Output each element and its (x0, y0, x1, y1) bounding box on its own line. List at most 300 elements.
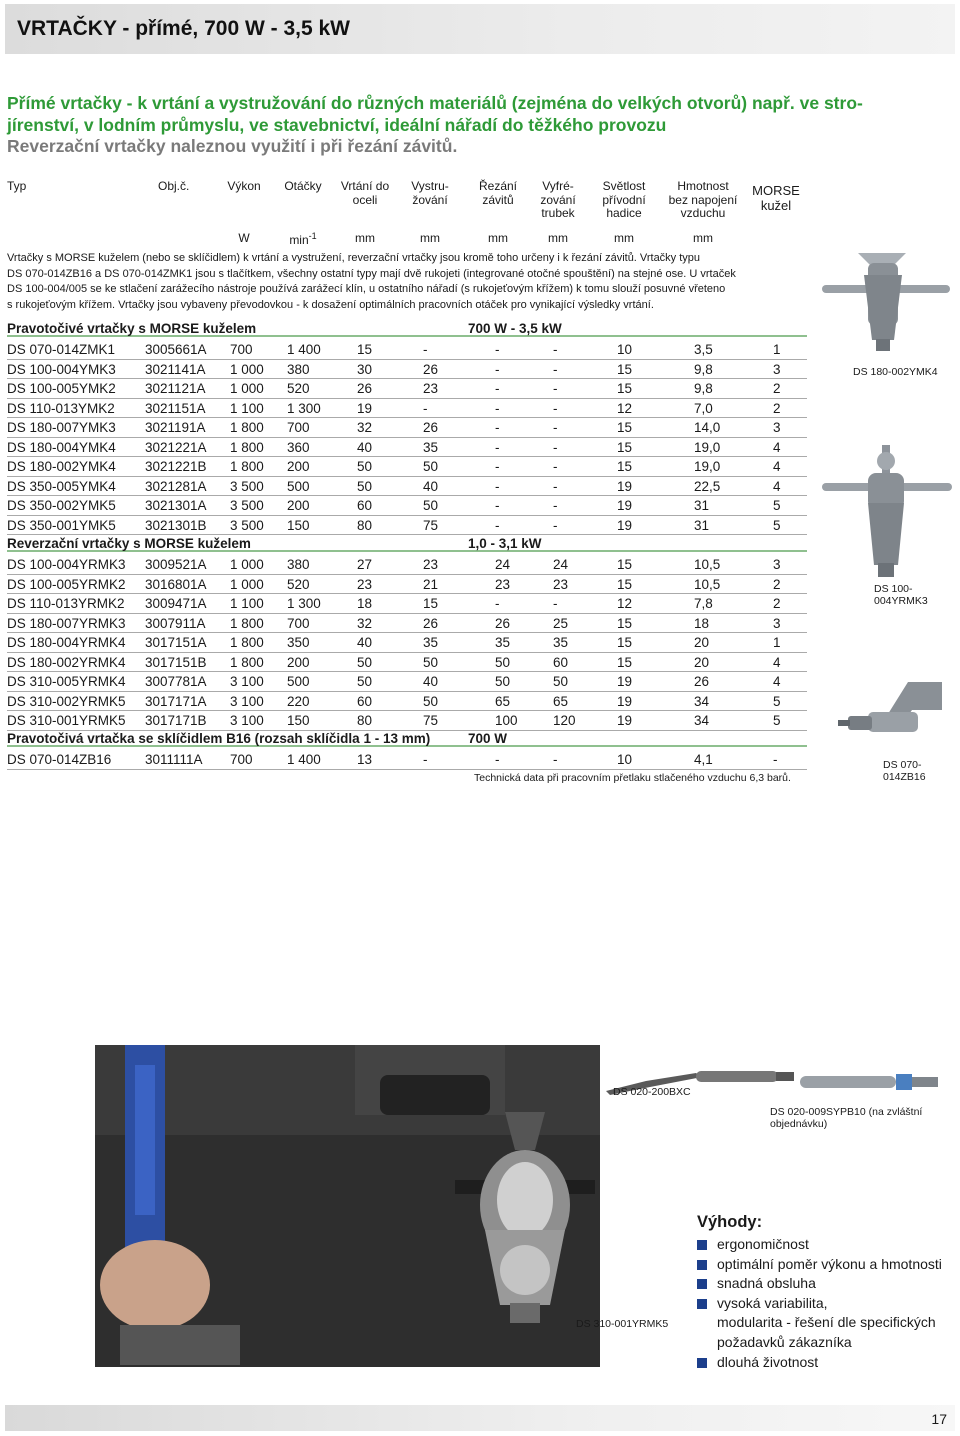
table-row (7, 399, 807, 419)
table-cell: 19 (617, 693, 633, 709)
table-cell: 1 800 (230, 615, 264, 631)
table-cell: 15 (423, 596, 439, 611)
table-cell: DS 070-014ZMK1 (7, 342, 116, 357)
header-svetlost-l3: hadice (606, 206, 642, 220)
table-cell: - (553, 517, 558, 533)
table-cell: 700 (230, 752, 253, 767)
header-otacky: Otáčky (284, 179, 322, 193)
table-cell: - (495, 400, 500, 416)
table-cell: 700 (287, 615, 310, 631)
note-line-4: s rukojeťovým křížem. Vrtačky jsou vybaveny převodovkou - k dosažení optimálních pracovních otáček pro vynikající výsledky vrtání. (7, 298, 654, 311)
table-cell: 19 (617, 498, 633, 513)
unit-min-text: min (289, 233, 309, 247)
table-cell: 50 (423, 654, 439, 670)
table-cell: 26 (694, 674, 710, 689)
table-cell: 60 (553, 654, 569, 670)
unit-min-sup: -1 (308, 231, 317, 241)
advantages-list (697, 1235, 957, 1372)
table-cell: 4 (773, 654, 781, 670)
table-cell: 32 (357, 420, 373, 435)
header-vyfre-l2: zování (540, 192, 576, 207)
table-cell: 24 (495, 557, 511, 572)
unit-mm-1: mm (355, 231, 375, 245)
table-cell: 22,5 (694, 478, 721, 494)
table-cell: 1 800 (230, 420, 264, 435)
section-header (7, 731, 807, 747)
drill-yrmk3-illustration (818, 445, 958, 580)
drill-zb16-illustration (838, 680, 948, 760)
table-row (7, 379, 807, 399)
table-cell: 3017171A (145, 693, 207, 709)
section-power-range: 1,0 - 3,1 kW (468, 536, 542, 551)
table-cell: 3016801A (145, 576, 207, 592)
table-cell: 26 (423, 361, 439, 377)
table-cell: 15 (617, 459, 633, 474)
table-cell: - (495, 459, 500, 474)
table-cell: 380 (287, 557, 310, 572)
table-cell: 3017151B (145, 654, 207, 670)
table-cell: 15 (617, 615, 633, 631)
table-cell: 35 (553, 635, 569, 650)
table-cell: 5 (773, 693, 781, 709)
caption-sypb10: DS 020-009SYPB10 (na zvláštní objednávku) (770, 1106, 923, 1130)
table-cell: 2 (773, 596, 781, 611)
table-cell: 12 (617, 596, 633, 611)
note-line-2: DS 070-014ZB16 a DS 070-014ZMK1 jsou s tlačítkem, všechny ostatní typy mají dvě rukojeti (integrované otočné spouštění) na stejné ose. U vrtaček (7, 267, 736, 280)
table-cell: - (553, 596, 558, 611)
table-cell: 50 (357, 478, 373, 494)
intro-line-2: jírenství, v lodním průmyslu, ve stavebnictví, ideální nářadí do těžkého provozu (7, 114, 667, 135)
table-cell: 3 100 (230, 713, 264, 728)
table-cell: 50 (423, 498, 439, 513)
table-cell: 13 (357, 752, 373, 767)
table-cell: 4 (773, 459, 781, 474)
table-cell: 200 (287, 498, 310, 513)
table-row (7, 750, 807, 770)
header-vrtani-l2: oceli (352, 192, 378, 207)
table-cell: 15 (357, 342, 373, 357)
table-cell: 32 (357, 615, 373, 631)
table-cell: 60 (357, 693, 373, 709)
table-cell: 19,0 (694, 459, 721, 474)
table-cell: - (553, 420, 558, 435)
table-cell: 120 (553, 713, 576, 728)
section-header (7, 321, 807, 337)
table-cell: - (423, 752, 428, 767)
section-title: Reverzační vrtačky s MORSE kuželem (7, 536, 251, 551)
table-cell: 520 (287, 576, 310, 592)
footer-bar (5, 1405, 955, 1431)
table-cell: DS 100-005YMK2 (7, 381, 116, 396)
table-cell: 1 100 (230, 400, 264, 416)
table-cell: 50 (495, 674, 511, 689)
page-title: VRTAČKY - přímé, 700 W - 3,5 kW (17, 17, 350, 40)
table-row (7, 477, 807, 497)
caption-zb16: DS 070-014ZB16 (883, 759, 926, 783)
table-cell: 80 (357, 713, 373, 728)
table-cell: 1 300 (287, 400, 321, 416)
table-cell: - (495, 498, 500, 513)
table-cell: 3 500 (230, 517, 264, 533)
note-line-1: Vrtačky s MORSE kuželem (nebo se sklíčidlem) k vrtání a vystružení, reverzační vrtačky jsou kromě toho určeny i k řezání závitů. Vrtačky typu (7, 252, 701, 264)
table-row (7, 575, 807, 595)
table-cell: - (495, 478, 500, 494)
table-cell: 15 (617, 654, 633, 670)
table-cell: 19 (617, 674, 633, 689)
table-cell: 19 (617, 478, 633, 494)
table-cell: 1 100 (230, 596, 264, 611)
table-cell: 100 (495, 713, 518, 728)
table-cell: - (423, 342, 428, 357)
table-cell: DS 070-014ZB16 (7, 752, 112, 767)
table-cell: - (553, 752, 558, 767)
header-vystruzovani (402, 180, 458, 207)
advantage-item: ergonomičnost (697, 1235, 957, 1255)
table-cell: 3021281A (145, 478, 207, 494)
table-cell: 3021121A (145, 381, 206, 396)
header-morse-l1: MORSE (752, 183, 800, 198)
table-cell: 65 (553, 693, 569, 709)
table-cell: - (553, 439, 558, 455)
table-cell: 520 (287, 381, 310, 396)
table-cell: 10,5 (694, 576, 721, 592)
header-svetlost-l2: přívodní (602, 192, 646, 207)
header-hmotnost-l3: vzduchu (680, 206, 726, 220)
table-cell: DS 350-001YMK5 (7, 517, 116, 533)
caption-yrmk5: DS 310-001YRMK5 (576, 1318, 669, 1330)
drill-sypb10-illustration (800, 1062, 940, 1096)
table-cell: 3 (773, 420, 781, 435)
table-cell: 3021191A (145, 420, 206, 435)
table-cell: - (495, 752, 500, 767)
table-row (7, 457, 807, 477)
header-rezani-l1: Řezání (478, 179, 518, 193)
table-cell: 3017171B (145, 713, 207, 728)
table-cell: 21 (423, 576, 439, 592)
table-cell: 19 (617, 517, 633, 533)
table-cell: 3021141A (145, 361, 206, 377)
table-cell: 15 (617, 439, 633, 455)
table-cell: 1 400 (287, 342, 321, 357)
table-cell: DS 350-005YMK4 (7, 478, 116, 494)
table-cell: 10 (617, 752, 633, 767)
table-cell: DS 180-007YMK3 (7, 420, 116, 435)
table-cell: 26 (423, 615, 439, 631)
unit-min (280, 231, 326, 247)
table-cell: 7,0 (694, 400, 713, 416)
intro-text (7, 93, 952, 158)
table-cell: - (553, 381, 558, 396)
unit-mm-4: mm (548, 231, 568, 245)
table-row (7, 633, 807, 653)
table-cell: 1 000 (230, 361, 264, 377)
table-cell: 19 (617, 713, 633, 728)
page-number: 17 (931, 1411, 947, 1427)
advantage-item-cont: modularita - řešení dle specifických (717, 1314, 936, 1331)
table-cell: 3,5 (694, 342, 713, 357)
table-row (7, 438, 807, 458)
table-cell: 3017151A (145, 635, 207, 650)
section-header (7, 536, 807, 552)
table-cell: 65 (495, 693, 511, 709)
table-cell: 19 (357, 400, 373, 416)
table-cell: 34 (694, 713, 710, 728)
table-cell: 9,8 (694, 361, 713, 377)
table-cell: - (553, 400, 558, 416)
title-bar (5, 4, 955, 54)
table-cell: 24 (553, 557, 569, 572)
table-cell: 1 800 (230, 439, 264, 455)
section-title: Pravotočivé vrtačky s MORSE kuželem (7, 321, 257, 336)
table-cell: 26 (357, 381, 373, 396)
advantage-item-cont: požadavků zákazníka (717, 1333, 852, 1350)
table-cell: DS 310-001YRMK5 (7, 713, 126, 728)
table-cell: 700 (287, 420, 310, 435)
table-cell: DS 180-002YMK4 (7, 459, 116, 474)
table-cell: DS 110-013YMK2 (7, 400, 115, 416)
table-cell: 3 100 (230, 693, 264, 709)
header-rezani (470, 180, 526, 207)
table-cell: 3005661A (145, 342, 207, 357)
caption-ymk4: DS 180-002YMK4 (853, 366, 938, 378)
table-cell: 5 (773, 517, 781, 533)
table-cell: 15 (617, 576, 633, 592)
header-vystru-l2: žování (412, 192, 448, 207)
table-row (7, 594, 807, 614)
table-cell: 18 (357, 596, 373, 611)
table-cell: 27 (357, 557, 373, 572)
header-vyfre-l1: Vyfré- (542, 179, 574, 193)
table-cell: DS 100-004YMK3 (7, 361, 116, 377)
table-cell: 23 (423, 557, 439, 572)
table-cell: - (495, 381, 500, 396)
header-rezani-l2: závitů (482, 192, 514, 207)
table-cell: 40 (423, 478, 439, 494)
table-cell: 50 (357, 654, 373, 670)
table-cell: - (495, 596, 500, 611)
table-cell: DS 180-004YRMK4 (7, 635, 126, 650)
table-cell: DS 180-007YRMK3 (7, 615, 126, 631)
table-cell: 4 (773, 439, 781, 455)
header-vyfre-l3: trubek (541, 206, 575, 220)
table-cell: 50 (423, 693, 439, 709)
table-cell: 500 (287, 674, 310, 689)
table-cell: 350 (287, 635, 310, 650)
header-hmotnost-l2: bez napojení (668, 192, 738, 207)
unit-mm-5: mm (614, 231, 634, 245)
header-morse-l2: kužel (760, 198, 792, 213)
advantage-item: vysoká variabilita, (697, 1294, 957, 1314)
table-cell: 15 (617, 420, 633, 435)
table-cell: 14,0 (694, 420, 721, 435)
section-title: Pravotočivá vrtačka se sklíčidlem B16 (rozsah sklíčidla 1 - 13 mm) (7, 731, 431, 746)
table-cell: 34 (694, 693, 710, 709)
table-row (7, 692, 807, 712)
table-cell: 12 (617, 400, 633, 416)
table-row (7, 555, 807, 575)
table-cell: 23 (495, 576, 511, 592)
table-cell: 15 (617, 361, 633, 377)
table-cell: 3 100 (230, 674, 264, 689)
table-cell: 3011111A (145, 752, 203, 767)
table-cell: 75 (423, 517, 439, 533)
drill-cutaway-illustration (455, 1110, 595, 1325)
table-cell: 20 (694, 635, 710, 650)
unit-mm-2: mm (420, 231, 440, 245)
table-cell: DS 180-002YRMK4 (7, 654, 126, 670)
advantages-box (697, 1213, 957, 1372)
table-row (7, 614, 807, 634)
table-cell: 2 (773, 381, 781, 396)
table-cell: 50 (495, 654, 511, 670)
table-row (7, 653, 807, 673)
table-cell: 3021221A (145, 439, 207, 455)
table-cell: - (495, 439, 500, 455)
table-cell: 3009471A (145, 596, 207, 611)
table-cell: 23 (423, 381, 439, 396)
table-cell: 40 (357, 439, 373, 455)
header-vrtani (336, 180, 394, 207)
table-cell: 380 (287, 361, 310, 377)
table-cell: - (553, 478, 558, 494)
table-cell: DS 310-002YRMK5 (7, 693, 126, 709)
table-cell: 3021301A (145, 498, 207, 513)
table-row (7, 340, 807, 360)
table-cell: 3021221B (145, 459, 207, 474)
table-cell: - (495, 361, 500, 377)
table-cell: 150 (287, 517, 310, 533)
advantage-item: dlouhá životnost (697, 1353, 957, 1373)
header-morse (748, 183, 804, 213)
table-cell: DS 110-013YRMK2 (7, 596, 125, 611)
header-typ: Typ (7, 179, 27, 193)
table-cell: 60 (357, 498, 373, 513)
table-cell: 1 800 (230, 459, 264, 474)
table-cell: 150 (287, 713, 310, 728)
table-cell: - (495, 342, 500, 357)
table-cell: 3 500 (230, 498, 264, 513)
table-cell: - (553, 498, 558, 513)
table-cell: 26 (495, 615, 511, 631)
table-cell: 80 (357, 517, 373, 533)
advantages-title: Výhody: (697, 1213, 763, 1231)
caption-yrmk3: DS 100-004YRMK3 (874, 583, 928, 607)
table-cell: 3007911A (145, 615, 206, 631)
table-row (7, 516, 807, 536)
header-hmotnost (662, 180, 744, 221)
table-cell: - (553, 459, 558, 474)
table-cell: 15 (617, 381, 633, 396)
header-svetlost (592, 180, 656, 221)
table-cell: 4,1 (694, 752, 713, 767)
table-cell: 75 (423, 713, 439, 728)
header-obj: Obj.č. (158, 179, 190, 193)
table-cell: - (423, 400, 428, 416)
table-cell: 2 (773, 576, 781, 592)
table-cell: 2 (773, 400, 781, 416)
table-cell: 200 (287, 459, 310, 474)
table-cell: 1 000 (230, 557, 264, 572)
table-row (7, 672, 807, 692)
unit-mm-3: mm (488, 231, 508, 245)
table-cell: 31 (694, 498, 710, 513)
section-power-range: 700 W (468, 731, 508, 746)
table-cell: 15 (617, 635, 633, 650)
table-cell: 4 (773, 478, 781, 494)
table-row (7, 711, 807, 731)
table-cell: 1 000 (230, 576, 264, 592)
table-row (7, 418, 807, 438)
table-cell: - (553, 361, 558, 377)
table-cell: - (773, 752, 778, 767)
table-cell: 35 (495, 635, 511, 650)
table-cell: 10 (617, 342, 633, 357)
table-cell: 700 (230, 342, 253, 357)
advantage-item: snadná obsluha (697, 1274, 957, 1294)
table-cell: 50 (423, 459, 439, 474)
table-cell: DS 100-005YRMK2 (7, 576, 126, 592)
section-power-range: 700 W - 3,5 kW (468, 321, 562, 336)
intro-line-1: Přímé vrtačky - k vrtání a vystružování do různých materiálů (zejména do velkých otvorů) např. ve stro- (7, 93, 863, 113)
table-cell: 31 (694, 517, 710, 533)
table-cell: 4 (773, 674, 781, 689)
table-cell: 3021151A (145, 400, 206, 416)
table-cell: 1 800 (230, 635, 264, 650)
table-cell: 40 (357, 635, 373, 650)
table-cell: 40 (423, 674, 439, 689)
table-cell: 3007781A (145, 674, 207, 689)
table-cell: 1 400 (287, 752, 321, 767)
table-cell: 5 (773, 713, 781, 728)
table-cell: 25 (553, 615, 569, 631)
table-cell: 10,5 (694, 557, 721, 572)
table-row (7, 496, 807, 516)
table-cell: 3 (773, 615, 781, 631)
table-cell: 7,8 (694, 596, 713, 611)
table-cell: 35 (423, 439, 439, 455)
table-cell: 1 000 (230, 381, 264, 396)
table-cell: 9,8 (694, 381, 713, 396)
note-line-3: DS 100-004/005 se ke stlačení zarážecího nástroje používá zarážecí klín, u ostatního nářadí (s rukojeťovým křížem) k tomu slouží posuvné vřeteno (7, 283, 726, 296)
table-cell: 3 (773, 361, 781, 377)
table-cell: 3 (773, 557, 781, 572)
table-row (7, 360, 807, 380)
table-cell: 3009521A (145, 557, 207, 572)
table-cell: 360 (287, 439, 310, 455)
advantage-item: optimální poměr výkonu a hmotnosti (697, 1255, 957, 1275)
table-cell: - (553, 342, 558, 357)
table-cell: 18 (694, 615, 710, 631)
table-cell: 30 (357, 361, 373, 377)
header-vrtani-l1: Vrtání do (340, 179, 390, 193)
drill-ymk4-illustration (820, 245, 955, 360)
table-cell: 50 (357, 459, 373, 474)
table-cell: 20 (694, 654, 710, 670)
table-cell: 35 (423, 635, 439, 650)
caption-bxc: DS 020-200BXC (613, 1086, 691, 1098)
header-vykon: Výkon (227, 179, 261, 193)
table-cell: DS 350-002YMK5 (7, 498, 116, 513)
table-cell: - (495, 420, 500, 435)
table-cell: 23 (357, 576, 373, 592)
tech-note: Technická data při pracovním přetlaku stlačeného vzduchu 6,3 barů. (474, 772, 791, 784)
table-cell: 220 (287, 693, 310, 709)
table-cell: 500 (287, 478, 310, 494)
table-cell: 15 (617, 557, 633, 572)
intro-line-3: Reverzační vrtačky naleznou využití i při řezání závitů. (7, 136, 458, 156)
table-cell: 1 (773, 342, 781, 357)
header-svetlost-l1: Světlost (602, 179, 646, 193)
